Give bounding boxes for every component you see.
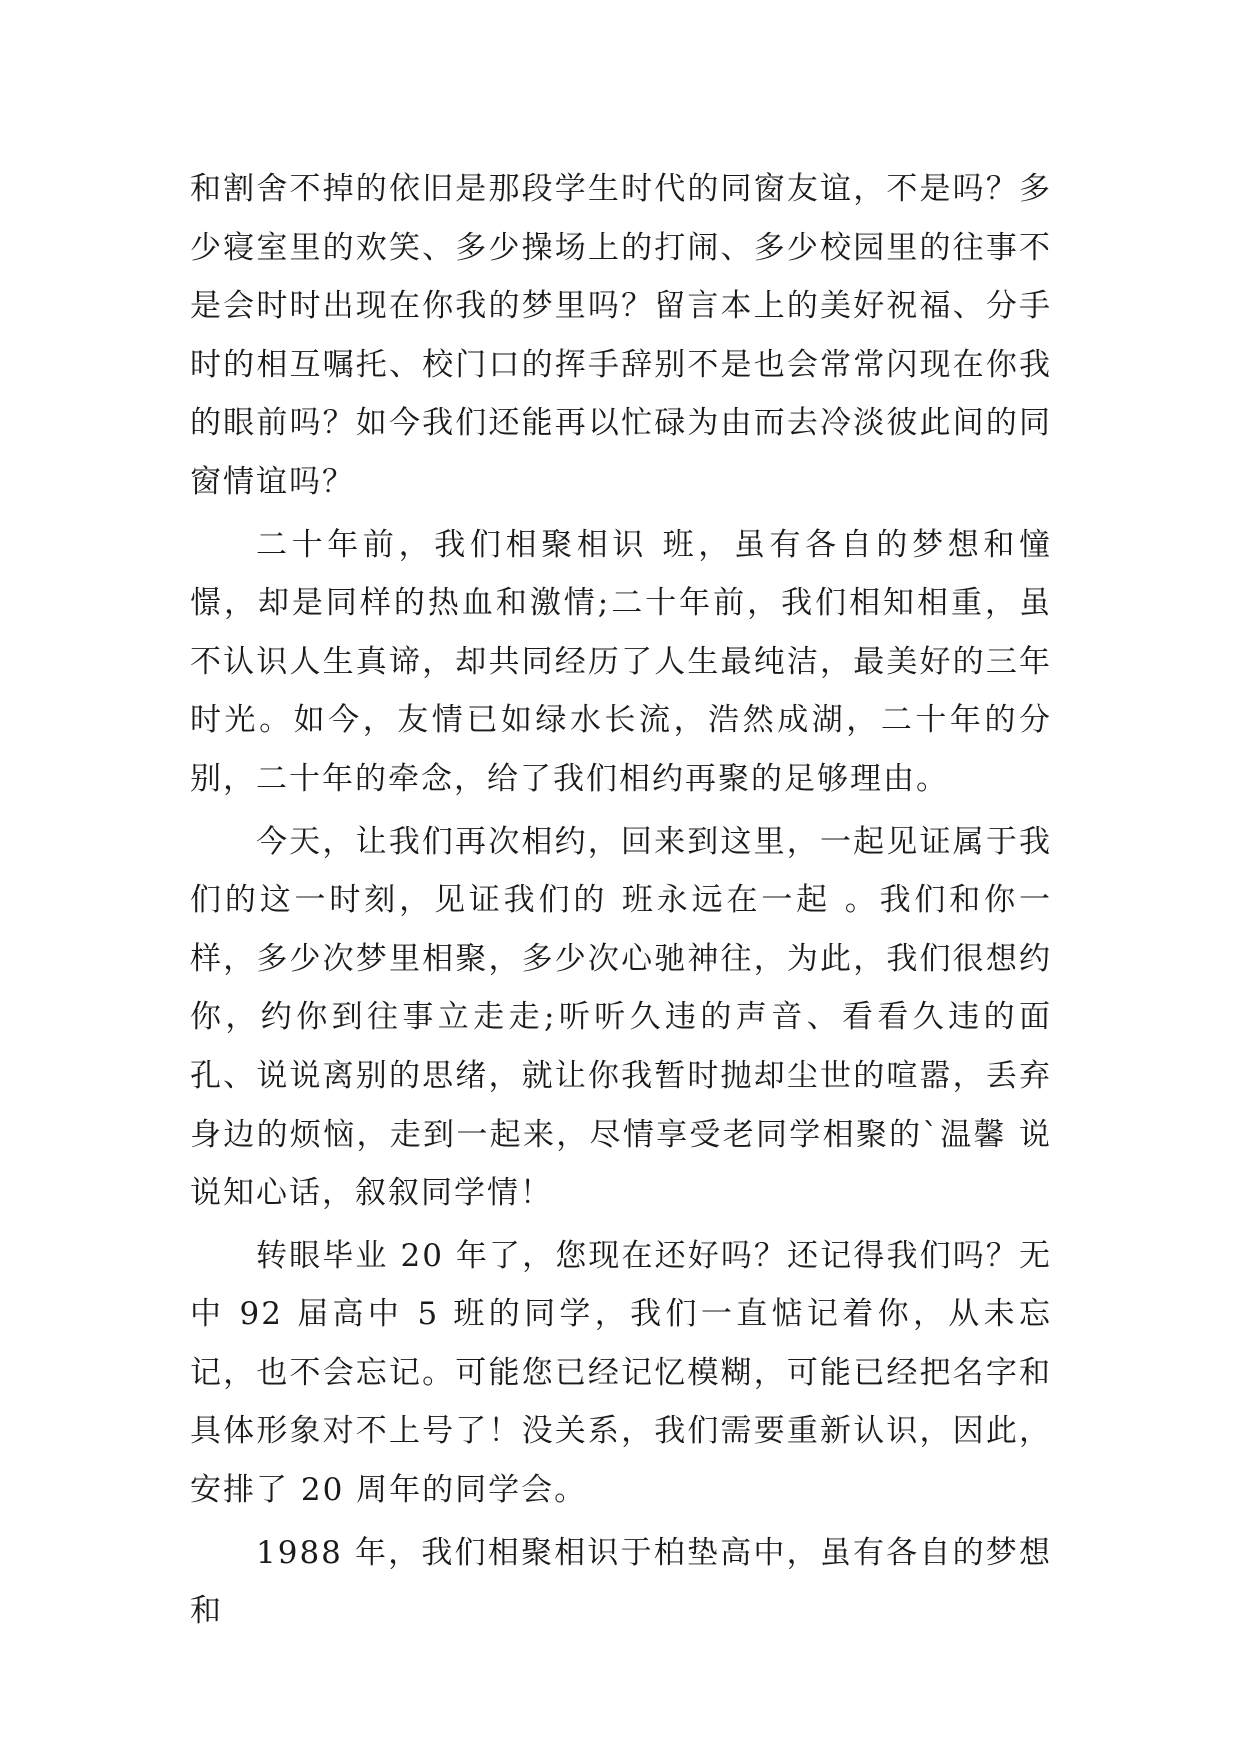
paragraph-5: 1988 年，我们相聚相识于柏垫高中，虽有各自的梦想和	[190, 1534, 1052, 1630]
paragraph-1: 和割舍不掉的依旧是那段学生时代的同窗友谊，不是吗？多少寝室里的欢笑、多少操场上的打闹、多少校园里的往事不是会时时出现在你我的梦里吗？留言本上的美好祝福、分手时的相互嘱托、校门口的挥手辞别不是也会常常闪现在你我的眼前吗？如今我们还能再以忙碌为由而去冷淡彼此间的同窗情谊吗？	[190, 171, 1052, 500]
paragraph-3: 今天，让我们再次相约，回来到这里，一起见证属于我们的这一时刻，见证我们的 班永远在一起 。我们和你一样，多少次梦里相聚，多少次心驰神往，为此，我们很想约你，约你到往事立走走;听听久违的声音、看看久违的面孔、说说离别的思绪，就让你我暂时抛却尘世的喧嚣，丢弃身边的烦恼，走到一起来，尽情享受老同学相聚的`温馨 说说知心话，叙叙同学情！	[190, 823, 1052, 1212]
paragraph-2: 二十年前，我们相聚相识 班，虽有各自的梦想和憧憬，却是同样的热血和激情;二十年前，我们相知相重，虽不认识人生真谛，却共同经历了人生最纯洁，最美好的三年时光。如今，友情已如绿水长流，浩然成湖，二十年的分别，二十年的牵念，给了我们相约再聚的足够理由。	[190, 526, 1052, 797]
document-body	[190, 160, 1052, 1645]
paragraph-4: 转眼毕业 20 年了，您现在还好吗？还记得我们吗？无中 92 届高中 5 班的同学，我们一直惦记着你，从未忘记，也不会忘记。可能您已经记忆模糊，可能已经把名字和具体形象对不上号了！没关系，我们需要重新认识，因此，安排了 20 周年的同学会。	[190, 1237, 1052, 1509]
